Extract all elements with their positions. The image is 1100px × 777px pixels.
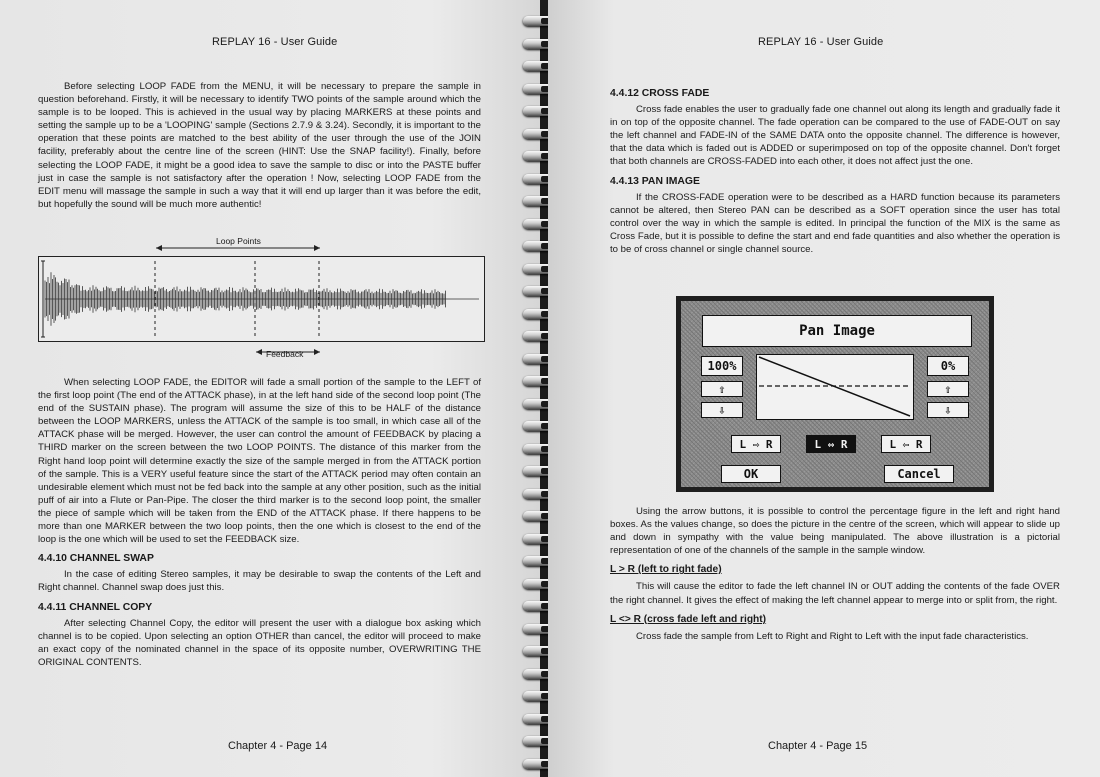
heading-cross-left-right: L <> R (cross fade left and right) — [610, 613, 767, 625]
page-footer: Chapter 4 - Page 15 — [768, 740, 868, 752]
left-percentage-value: 100% — [701, 356, 743, 376]
right-page — [548, 0, 1100, 777]
cancel-button[interactable]: Cancel — [884, 465, 954, 483]
dialog-title: Pan Image — [702, 315, 972, 347]
intro-block — [38, 80, 481, 217]
left-to-right-option[interactable]: L ⇨ R — [731, 435, 781, 453]
pan-graph — [757, 355, 912, 418]
right-percentage-value: 0% — [927, 356, 969, 376]
cross-fade-option[interactable]: L ⇔ R — [806, 435, 856, 453]
waveform-display — [38, 256, 485, 342]
dialog-body — [681, 301, 989, 487]
pan-image-text: If the CROSS-FADE operation were to be described as a HARD function because its parameters cannot be altered, then Stereo PAN can be described as a SOFT operation since the user has total control over the way in which the sample is edited. In principal the function of the MIX is the same as Cross Fade, but it is possible to define the start and end fade quantities and also whether the operation is to be of cross channel or single channel source. — [610, 191, 1060, 256]
loop-points-label: Loop Points — [216, 236, 261, 246]
heading-channel-copy: 4.4.11 CHANNEL COPY — [38, 601, 153, 613]
right-top-block — [610, 84, 1060, 262]
cross-left-right-text: Cross fade the sample from Left to Right and Right to Left with the input fade characteristics. — [636, 630, 1029, 642]
right-to-left-option[interactable]: L ⇦ R — [881, 435, 931, 453]
right-up-arrow-button[interactable]: ⇧ — [927, 381, 969, 397]
heading-pan-image: 4.4.13 PAN IMAGE — [610, 175, 700, 187]
loop-points-figure — [38, 232, 486, 362]
right-bottom-block — [610, 505, 1060, 649]
left-to-right-text: This will cause the editor to fade the left channel IN or OUT adding the contents of the fade OVER the right channel. It gives the effect of making the left channel appear to merge into or split from, the right. — [610, 581, 1060, 606]
loop-fade-paragraph: When selecting LOOP FADE, the EDITOR will fade a small portion of the sample to the LEFT of the first loop point (The end of the ATTACK phase), in at the left hand side of the second loop point (The end of the SUSTAIN phase). The program will assume the size of this to be HALF of the distance between the LOOP MARKERS, unless the ATTACK of the sample is too small, in which case all of the ATTACK phase will be merged. However, the user can control the amount of FEEDBACK by placing a THIRD marker on the screen between the two LOOP POINTS. The distance of this marker from the Right hand loop point will determine exactly the size of the sample merged in from the ATTACK portion of the sample. This is a VERY useful feature since the start of the ATTACK period may often contain an undesirable element which must not be fed back into the sample at any other position, such as the initial puff of air into a Flute or Pan-Pipe. The closer the third marker is to the second loop point, the smaller the piece of sample which will be taken from the END of the ATTACK phase. If there happens to be more than one MARKER between the two loop points, then the one which is closest to the end of the loop is the one which will be used to set the FEEDBACK size. — [38, 377, 481, 546]
waveform-svg — [39, 257, 484, 341]
pan-picture — [756, 354, 914, 420]
heading-cross-fade: 4.4.12 CROSS FADE — [610, 88, 710, 99]
heading-channel-swap: 4.4.10 CHANNEL SWAP — [38, 553, 154, 565]
page-footer: Chapter 4 - Page 14 — [228, 740, 328, 752]
running-head: REPLAY 16 - User Guide — [758, 36, 884, 48]
right-down-arrow-button[interactable]: ⇩ — [927, 402, 969, 418]
ok-button[interactable]: OK — [721, 465, 781, 483]
cross-fade-text: Cross fade enables the user to gradually fade one channel out along its length and gradually fade it in on top of the opposite channel. The fade operation can be compared to the use of FADE-OUT on say the left channel and FADE-IN of the SAME DATA onto the opposite channel. The difference is however, that the data which is faded out is ADDED or superimposed on top of the opposite channel. Don't forget that both channels are CROSS-FADED into each other, it does not affect just the one. — [610, 104, 1060, 168]
arrow-buttons-paragraph: Using the arrow buttons, it is possible to control the percentage figure in the left and right hand boxes. As the values change, so does the picture in the centre of the screen, which will appear to slide up and down in sympathy with the value being manipulated. The above illustration is a pictorial representation of one of the channels of the sample in the sample window. — [610, 506, 1060, 557]
left-page — [0, 0, 540, 777]
lower-text-block — [38, 376, 481, 675]
heading-left-to-right: L > R (left to right fade) — [610, 564, 722, 576]
channel-copy-text: After selecting Channel Copy, the editor will present the user with a dialogue box asking which channel is to be copied. Upon selecting an option OTHER than cancel, the editor will proceed to make an exact copy of the nominated channel in the space of its opposite number, OVERWRITING THE ORIGINAL CONTENTS. — [38, 617, 481, 668]
waveform-trace — [45, 272, 479, 326]
left-up-arrow-button[interactable]: ⇧ — [701, 381, 743, 397]
pan-image-dialog — [676, 296, 994, 492]
channel-swap-text: In the case of editing Stereo samples, it may be desirable to swap the contents of the Left and Right channel. Channel swap does just this. — [38, 569, 481, 594]
feedback-label: Feedback — [266, 349, 304, 359]
intro-paragraph: Before selecting LOOP FADE from the MENU, it will be necessary to prepare the sample in question beforehand. Firstly, it will be necessary to identify TWO points of the sample around which the sample is to be looped. This is achieved in the usual way by placing MARKERS at these points and setting the sample up to be a 'LOOPING' sample (Sections 2.7.9 & 3.24). Secondly, it is important to the operation that these points are matched to the best ability of the user through the use of the JOIN facility, preferably about the centre line of the screen (HINT: Use the SNAP facility!). Finally, before selecting the LOOP FADE, it might be a good idea to save the sample to disc or into the PASTE buffer just in case the sample is not satisfactory after the operation ! Now, selecting LOOP FADE from the EDIT menu will massage the sample in such a way that it will end up larger than it was before the edit, but hopefully the sound will be much more authentic! — [38, 81, 481, 210]
running-head: REPLAY 16 - User Guide — [212, 36, 338, 48]
left-down-arrow-button[interactable]: ⇩ — [701, 402, 743, 418]
